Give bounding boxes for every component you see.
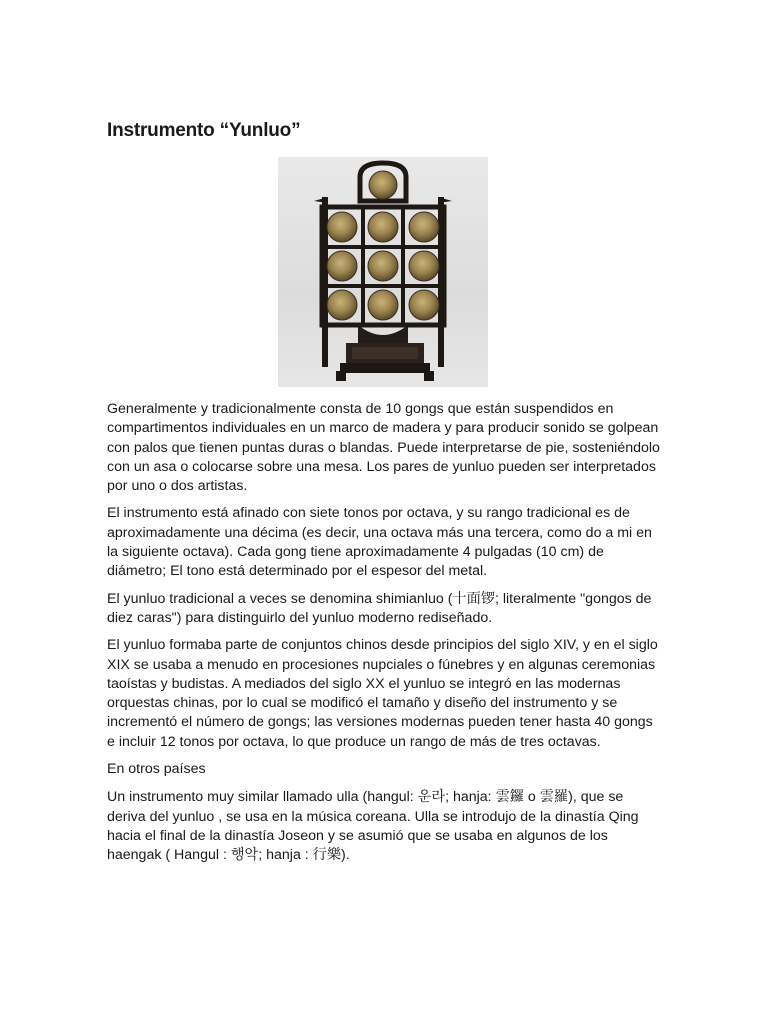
section-heading-other-countries: En otros países xyxy=(107,761,206,778)
yunluo-image xyxy=(278,157,488,387)
paragraph-korea: Un instrumento muy similar llamado ulla (hangul: 운라; hanja: 雲鑼 o 雲羅), que se deriva del yunluo , se usa en la música coreana. Ulla se introdujo de la dinastía Qing hacia el final de la dinastía Joseon y se asumió que se usaba en algunos de los haengak ( Hangul : 행악; hanja : 行樂). xyxy=(107,789,639,864)
yunluo-gong-frame-icon xyxy=(278,157,488,387)
paragraph-tuning: El instrumento está afinado con siete tonos por octava, y su rango tradicional es de aproximadamente una décima (es decir, una octava más una tercera, como do a mi en la siguiente octava). Cada gong tiene aproximadamente 4 pulgadas (10 cm) de diámetro; El tono está determinado por el espesor del metal. xyxy=(107,505,652,580)
paragraph-shimianluo: El yunluo tradicional a veces se denomina shimianluo (十面锣; literalmente "gongos de diez caras") para distinguirlo del yunluo moderno rediseñado. xyxy=(107,590,652,626)
page-title: Instrumento “Yunluo” xyxy=(107,120,301,141)
paragraph-description: Generalmente y tradicionalmente consta de 10 gongs que están suspendidos en compartimentos individuales en un marco de madera y para producir sonido se golpean con palos que tienen puntas duras o blandas. Puede interpretarse de pie, sosteniéndolo con un asa o colocarse sobre una mesa. Los pares de yunluo pueden ser interpretados por uno o dos artistas. xyxy=(107,401,660,495)
document-page xyxy=(107,120,663,874)
paragraph-history: El yunluo formaba parte de conjuntos chinos desde principios del siglo XIV, y en el siglo XIX se usaba a menudo en procesiones nupciales o fúnebres y en algunas ceremonias taoístas y budistas. A mediados del siglo XX el yunluo se integró en las modernas orquestas chinas, por lo cual se modificó el tamaño y diseño del instrumento y se incrementó el número de gongs; las versiones modernas pueden tener hasta 40 gongs e incluir 12 tonos por octava, lo que produce un rango de más de tres octavas. xyxy=(107,637,658,750)
